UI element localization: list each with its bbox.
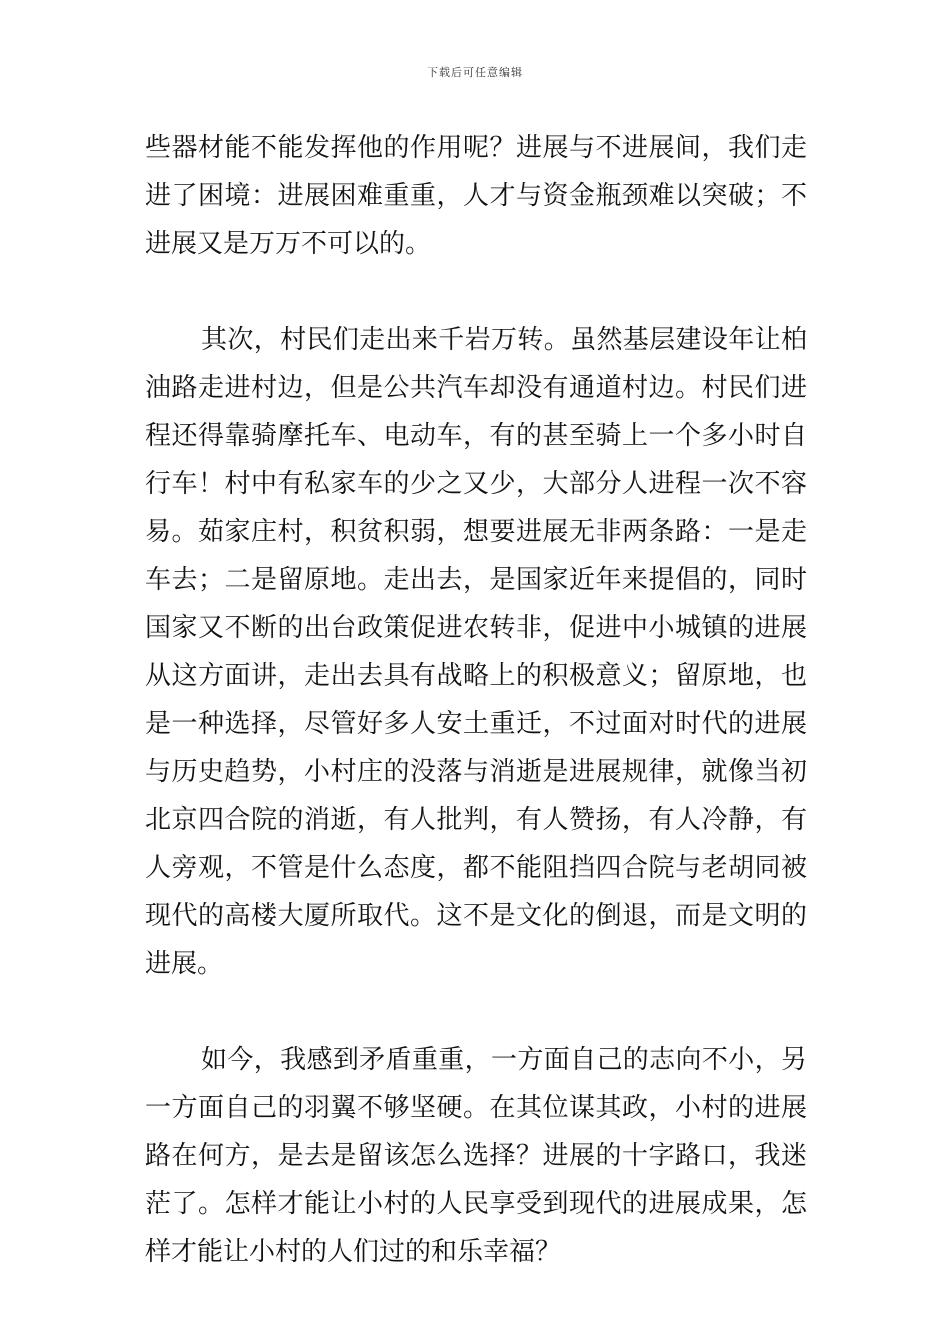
text-line: 样才能让小村的人们过的和乐幸福？ xyxy=(145,1237,562,1267)
paragraph-spacing xyxy=(145,268,807,316)
text-line: 现代的高楼大厦所取代。这不是文化的倒退，而是文明的 xyxy=(145,901,807,931)
paragraph xyxy=(145,124,807,268)
text-line: 如今，我感到矛盾重重，一方面自己的志向不小，另 xyxy=(201,1045,807,1075)
text-line: 国家又不断的出台政策促进农转非，促进中小城镇的进展 xyxy=(145,613,807,643)
body-text xyxy=(145,124,807,1276)
text-line: 是一种选择，尽管好多人安土重迁，不过面对时代的进展 xyxy=(145,709,807,739)
text-line: 油路走进村边，但是公共汽车却没有通道村边。村民们进 xyxy=(145,373,807,403)
text-line: 进展又是万万不可以的。 xyxy=(145,229,432,259)
text-line: 其次，村民们走出来千岩万转。虽然基层建设年让柏 xyxy=(201,325,807,355)
text-line: 路在何方，是去是留该怎么选择？进展的十字路口，我迷 xyxy=(145,1141,807,1171)
text-line: 与历史趋势，小村庄的没落与消逝是进展规律，就像当初 xyxy=(145,757,807,787)
text-line: 进了困境：进展困难重重，人才与资金瓶颈难以突破；不 xyxy=(145,181,807,211)
text-line: 行车！村中有私家车的少之又少，大部分人进程一次不容 xyxy=(145,469,807,499)
text-line: 易。茹家庄村，积贫积弱，想要进展无非两条路：一是走 xyxy=(145,517,807,547)
text-line: 车去；二是留原地。走出去，是国家近年来提倡的，同时 xyxy=(145,565,807,595)
text-line: 人旁观，不管是什么态度，都不能阻挡四合院与老胡同被 xyxy=(145,853,807,883)
text-line: 些器材能不能发挥他的作用呢？进展与不进展间，我们走 xyxy=(145,133,807,163)
text-line: 茫了。怎样才能让小村的人民享受到现代的进展成果，怎 xyxy=(145,1189,807,1219)
text-line: 一方面自己的羽翼不够坚硬。在其位谋其政，小村的进展 xyxy=(145,1093,807,1123)
text-line: 从这方面讲，走出去具有战略上的积极意义；留原地，也 xyxy=(145,661,807,691)
text-line: 程还得靠骑摩托车、电动车，有的甚至骑上一个多小时自 xyxy=(145,421,807,451)
text-line: 进展。 xyxy=(145,949,224,979)
page-header: 下载后可任意编辑 xyxy=(427,66,523,79)
paragraph-spacing xyxy=(145,988,807,1036)
paragraph xyxy=(145,316,807,988)
text-line: 北京四合院的消逝，有人批判，有人赞扬，有人冷静，有 xyxy=(145,805,807,835)
paragraph xyxy=(145,1036,807,1276)
